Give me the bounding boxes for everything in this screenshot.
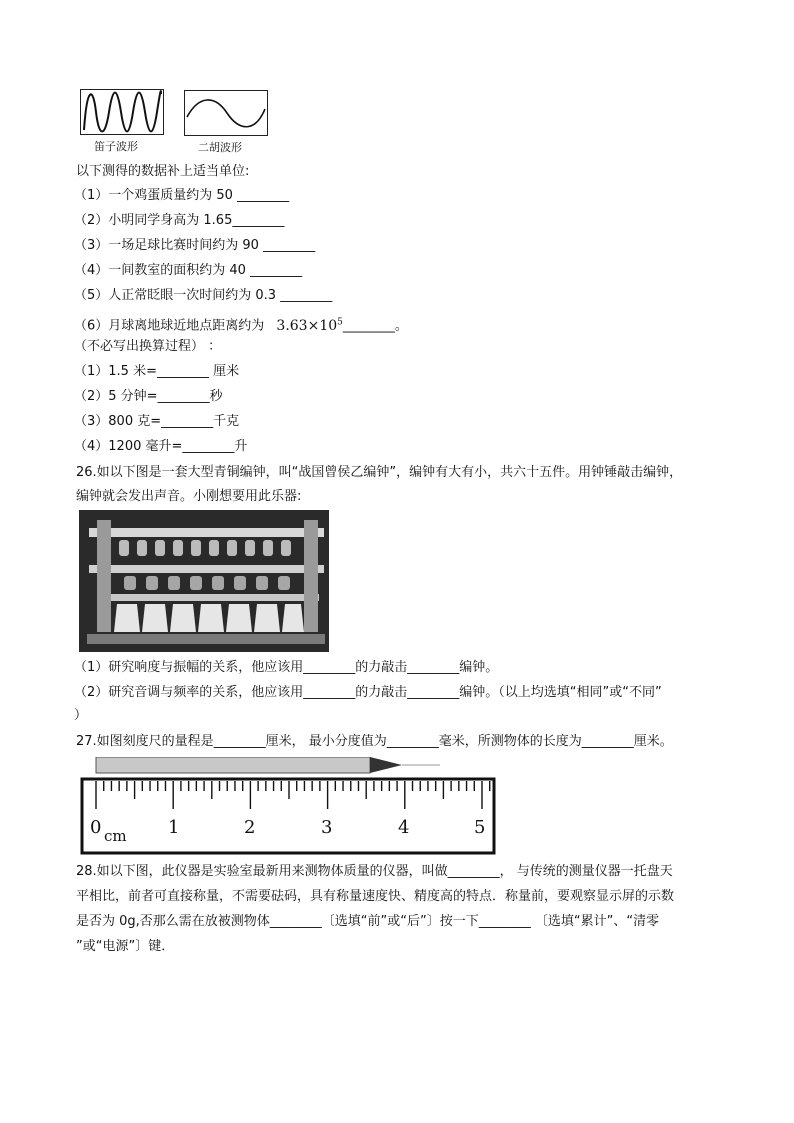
conversion-intro: （不必写出换算过程） ： [74, 339, 222, 354]
q26-sub-2: （2）研究音调与频率的关系，他应该用________的力敲击________编钟。（以上均选填“相同”或“不同” [74, 685, 662, 700]
units-item-5: （5）人正常眨眼一次时间约为 0.3 ________ [74, 288, 333, 303]
units-item-1: （1）一个鸡蛋质量约为 50 ________ [74, 188, 290, 203]
units-item-2: （2）小明同学身高为 1.65________ [74, 213, 285, 228]
conversion-item-4: （4）1200 毫升=________升 [74, 439, 248, 454]
conversion-item-3: （3）800 克=________千克 [74, 414, 240, 429]
ruler-label-1: 1 [168, 817, 180, 838]
conversion-item-2: （2）5 分钟=________秒 [74, 389, 223, 404]
q26-text-line1: 26.如以下图是一套大型青铜编钟，叫“战国曾侯乙编钟”，编钟有大有小，共六十五件。用钟锤敲击编钟， [76, 465, 683, 480]
units-item-6 [74, 313, 408, 336]
q26-sub-2-end: ） [74, 708, 88, 723]
units-item-4: （4）一间教室的面积约为 40 ________ [74, 263, 303, 278]
q27-text: 27.如图刻度尺的量程是________厘米， 最小分度值为________毫米，所测物体的长度为________厘米。 [76, 734, 673, 749]
q28-text-line4: ”或“电源”〕键． [76, 939, 175, 954]
erhu-waveform-caption: 二胡波形 [198, 141, 242, 154]
q28-text-line2: 平相比，前者可直接称量，不需要砝码，具有称量速度快、精度高的特点．称量前，要观察显示屏的示数 [76, 889, 675, 904]
ruler-unit-cm: cm [104, 827, 127, 845]
ruler-label-3: 3 [321, 817, 333, 838]
q28-text-line1: 28.如以下图，此仪器是实验室最新用来测物体质量的仪器，叫做________， 与传统的测量仪器一托盘天 [76, 864, 673, 879]
ruler-label-0: 0 [90, 817, 102, 838]
flute-waveform-caption: 笛子波形 [94, 140, 138, 153]
ruler-label-5: 5 [474, 817, 486, 838]
bronze-chime-bells-photo [79, 510, 329, 652]
units-item-6-prefix: （6）月球离地球近地点距离约为 [74, 318, 265, 334]
ruler-figure [80, 757, 498, 857]
units-intro: 以下测得的数据补上适当单位: [76, 164, 250, 179]
units-item-3: （3）一场足球比赛时间约为 90 ________ [74, 238, 316, 253]
conversion-item-1: （1）1.5 米=________ 厘米 [74, 364, 240, 379]
ruler-label-2: 2 [244, 817, 256, 838]
q26-sub-1: （1）研究响度与振幅的关系，他应该用________的力敲击________编钟。 [74, 660, 499, 675]
q26-text-line2: 编钟就会发出声音。小刚想要用此乐器: [76, 489, 302, 504]
units-item-6-suffix: ________。 [342, 318, 408, 334]
flute-waveform-image [80, 89, 164, 135]
erhu-waveform-image [184, 90, 268, 136]
units-item-6-math: $3.63\times 10^5$ [276, 317, 343, 334]
ruler-label-4: 4 [398, 817, 410, 838]
q28-text-line3: 是否为 0g,否那么需在放被测物体________〔选填“前”或“后”〕按一下________ 〔选填“累计”、“清零 [76, 914, 660, 929]
